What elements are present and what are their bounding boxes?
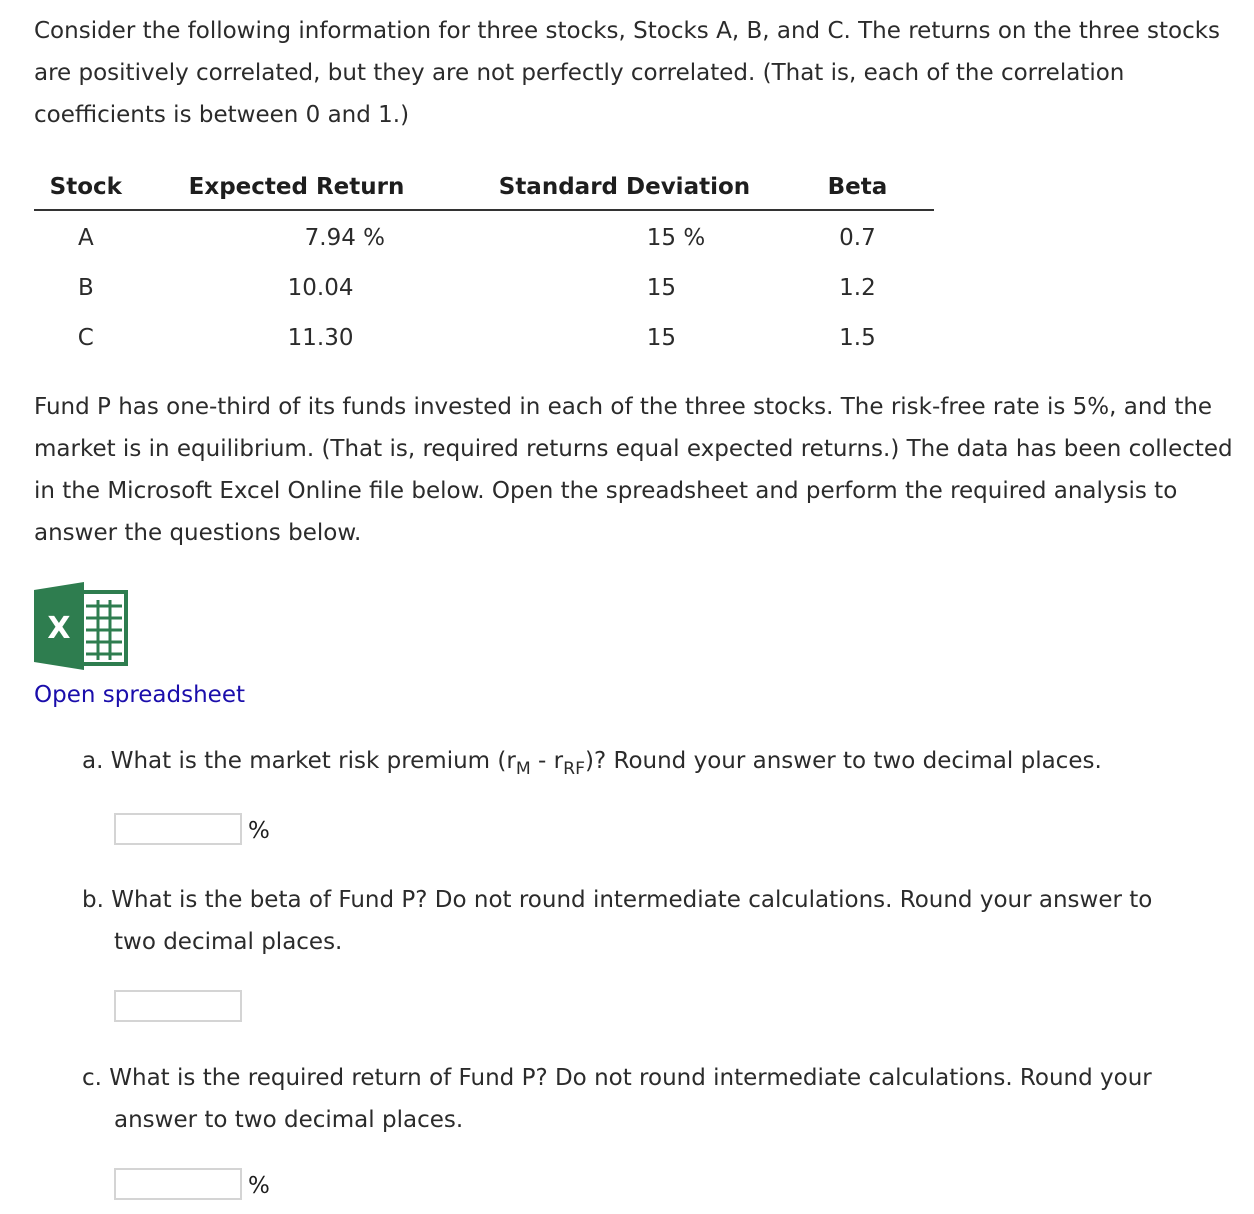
answer-a-unit: %	[248, 818, 270, 844]
question-a: a. What is the market risk premium $(r_M - r_{RF})$? Round your answer to two decimal places.	[82, 748, 1102, 780]
answer-b-input[interactable]	[114, 990, 242, 1022]
header-standard-deviation: Standard Deviation	[461, 165, 781, 210]
cell-expected-return: 7.94 %	[304, 225, 386, 251]
open-spreadsheet-link[interactable]: Open spreadsheet	[34, 682, 245, 708]
fund-paragraph: Fund P has one-third of its funds invested in each of the three stocks. The risk-free rate is 5%, and the market is in equilibrium. (That is, required returns equal expected returns.) The data has been collected in the Microsoft Excel Online file below. Open the spreadsheet and perform the required analysis to answer the questions below.	[34, 394, 1233, 546]
cell-standard-deviation: 15	[646, 275, 677, 301]
cell-beta: 1.5	[839, 325, 876, 351]
excel-icon[interactable]	[34, 580, 130, 672]
answer-a-input[interactable]	[114, 813, 242, 845]
stock-table	[34, 165, 934, 363]
table-header-row	[34, 165, 934, 210]
answer-c-input[interactable]	[114, 1168, 242, 1200]
cell-beta: 1.2	[839, 275, 876, 301]
cell-stock: B	[77, 275, 94, 301]
header-expected-return: Expected Return	[138, 165, 461, 210]
cell-expected-return: 10.04	[287, 275, 354, 301]
table-row	[34, 210, 934, 263]
header-stock: Stock	[34, 165, 138, 210]
question-b: b. What is the beta of Fund P? Do not round intermediate calculations. Round your answer to two decimal places.	[82, 887, 1153, 955]
cell-beta: 0.7	[839, 225, 876, 251]
excel-icon-letter: X	[47, 611, 71, 646]
intro-paragraph: Consider the following information for three stocks, Stocks A, B, and C. The returns on the three stocks are positively correlated, but they are not perfectly correlated. (That is, each of the correlation coefficients is between 0 and 1.)	[34, 18, 1221, 128]
cell-standard-deviation: 15 %	[646, 225, 706, 251]
cell-stock: A	[77, 225, 94, 251]
question-c: c. What is the required return of Fund P? Do not round intermediate calculations. Round your answer to two decimal places.	[82, 1065, 1152, 1133]
table-row	[34, 313, 934, 363]
header-beta: Beta	[781, 165, 934, 210]
answer-c-unit: %	[248, 1173, 270, 1199]
cell-expected-return: 11.30	[287, 325, 354, 351]
cell-stock: C	[77, 325, 94, 351]
table-row	[34, 263, 934, 313]
cell-standard-deviation: 15	[646, 325, 677, 351]
